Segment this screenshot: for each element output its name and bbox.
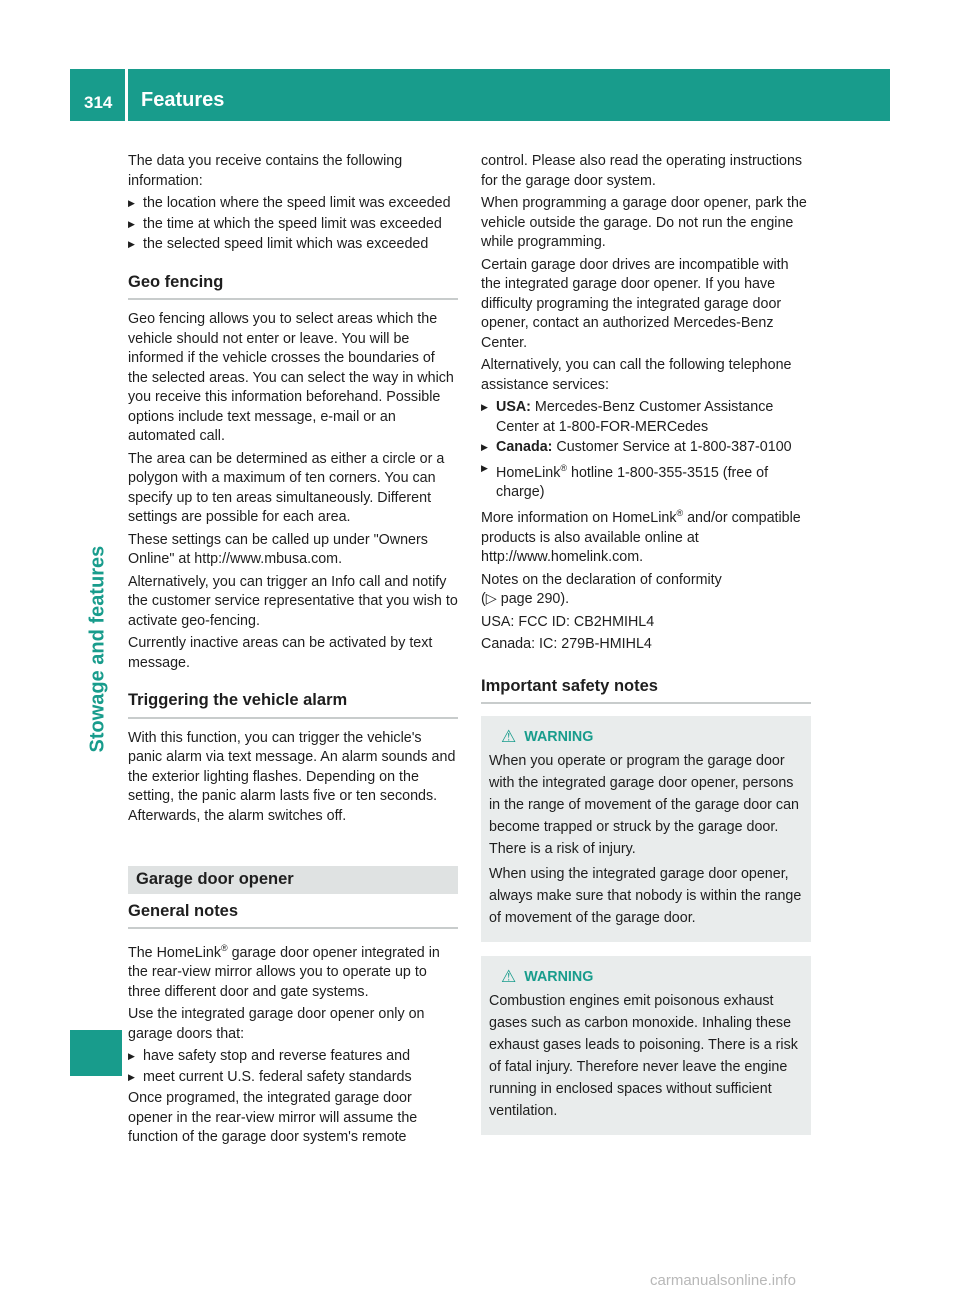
paragraph: With this function, you can trigger the vehicle's panic alarm via text message. An alarm sounds and the exterior lighting flashes. Depending on the setting, the panic alarm lasts five or ten seconds. Afterwards, the alarm switches off.	[128, 729, 456, 824]
right-column	[481, 152, 811, 1149]
list-item: ▶ the selected speed limit which was exceeded	[128, 235, 458, 255]
section-heading-general-notes: General notes	[128, 902, 458, 930]
paragraph: More information on HomeLink® and/or compatible products is also available online at http://www.homelink.com.	[481, 508, 801, 566]
section-heading-garage-door-opener: Garage door opener	[128, 866, 458, 894]
side-tab-block	[70, 1030, 122, 1076]
side-tab	[70, 121, 122, 1076]
section-heading-safety-notes: Important safety notes	[481, 677, 811, 705]
page-reference-link[interactable]: page 290).	[496, 591, 570, 608]
watermark: carmanualsonline.info	[650, 1272, 796, 1289]
use-bullet-list	[128, 1047, 458, 1087]
list-item: ▶ the time at which the speed limit was exceeded	[128, 215, 458, 235]
left-column	[128, 152, 458, 1151]
paragraph: Geo fencing allows you to select areas which the vehicle should not enter or leave. You will be informed if the vehicle crosses the boundaries of the selected areas. You can select the way in which you receive this information beforehand. Possible options include text message, e-mail or an automated call.	[128, 311, 454, 444]
list-item: ▶ meet current U.S. federal safety standards	[128, 1068, 458, 1088]
page-title: Features	[141, 89, 225, 111]
assistance-bullet-list	[481, 398, 811, 502]
paragraph: control. Please also read the operating instructions for the garage door system.	[481, 153, 803, 189]
header-divider	[125, 69, 128, 121]
paragraph: Alternatively, you can trigger an Info call and notify the customer service representative that you wish to activate geo-fencing.	[128, 573, 458, 629]
homelink-paragraph: The HomeLink® garage door opener integrated in the rear-view mirror allows you to operate up to three different door and gate systems.	[128, 943, 440, 1000]
list-item: ▶ the location where the speed limit was exceeded	[128, 194, 458, 214]
page-reference-arrow-icon[interactable]: ▷	[485, 591, 497, 608]
registered-mark: ®	[560, 462, 568, 473]
paragraph: Once programed, the integrated garage door opener in the rear-view mirror will assume the function of the garage door system's remote	[128, 1090, 418, 1146]
registered-mark: ®	[220, 943, 228, 953]
warning-box	[481, 956, 811, 1135]
paragraph: Currently inactive areas can be activated by text message.	[128, 635, 433, 671]
warning-title: WARNING	[524, 969, 594, 986]
warning-triangle-icon: ⚠	[501, 967, 517, 987]
side-tab-label: Stowage and features	[86, 545, 109, 753]
section-heading-geo-fencing: Geo fencing	[128, 273, 458, 301]
warning-box	[481, 716, 811, 942]
paragraph: Alternatively, you can call the following telephone assistance services:	[481, 357, 792, 393]
page-number: 314	[84, 93, 113, 112]
paragraph: When programming a garage door opener, park the vehicle outside the garage. Do not run the engine while programming.	[481, 195, 807, 250]
warning-text: Combustion engines emit poisonous exhaust gases such as carbon monoxide. Inhaling these exhaust gases leads to poisoning. There is a risk of fatal injury. Therefore never leave the engine running in enclosed spaces without sufficient ventilation.	[489, 993, 798, 1120]
list-item: ▶ have safety stop and reverse features and	[128, 1047, 458, 1067]
section-heading-vehicle-alarm: Triggering the vehicle alarm	[128, 691, 458, 719]
warning-triangle-icon: ⚠	[501, 727, 517, 747]
cross-reference-paragraph: Notes on the declaration of conformity (▷ page 290).	[481, 571, 722, 608]
paragraph: These settings can be called up under "Owners Online" at http://www.mbusa.com.	[128, 531, 428, 567]
paragraph: Certain garage door drives are incompatible with the integrated garage door opener. If you have difficulty programing the integrated garage door opener, contact an authorized Mercedes-Benz Center.	[481, 256, 789, 351]
paragraph: The area can be determined as either a circle or a polygon with a maximum of ten corners. You can specify up to ten areas simultaneously. Different settings are possible for each area.	[128, 450, 445, 525]
registered-mark: ®	[676, 508, 684, 519]
warning-title: WARNING	[524, 729, 594, 746]
warning-text: When using the integrated garage door opener, always make sure that nobody is within the range of movement of the garage door.	[489, 866, 802, 927]
paragraph: Use the integrated garage door opener only on garage doors that:	[128, 1006, 425, 1042]
warning-text: When you operate or program the garage door with the integrated garage door opener, persons in the range of movement of the garage door can become trapped or struck by the garage door. There is a risk of injury.	[489, 753, 799, 858]
fcc-id: USA: FCC ID: CB2HMIHL4	[481, 613, 655, 630]
ic-id: Canada: IC: 279B-HMIHL4	[481, 636, 652, 653]
list-item: ▶ HomeLink® hotline 1-800-355-3515 (free of charge)	[481, 459, 811, 503]
intro-paragraph: The data you receive contains the following information:	[128, 153, 403, 189]
list-item: ▶ Canada: Customer Service at 1-800-387-0100	[481, 438, 811, 458]
intro-bullet-list	[128, 194, 458, 255]
list-item: ▶ USA: Mercedes-Benz Customer Assistance Center at 1-800-FOR-MERCedes	[481, 398, 811, 437]
